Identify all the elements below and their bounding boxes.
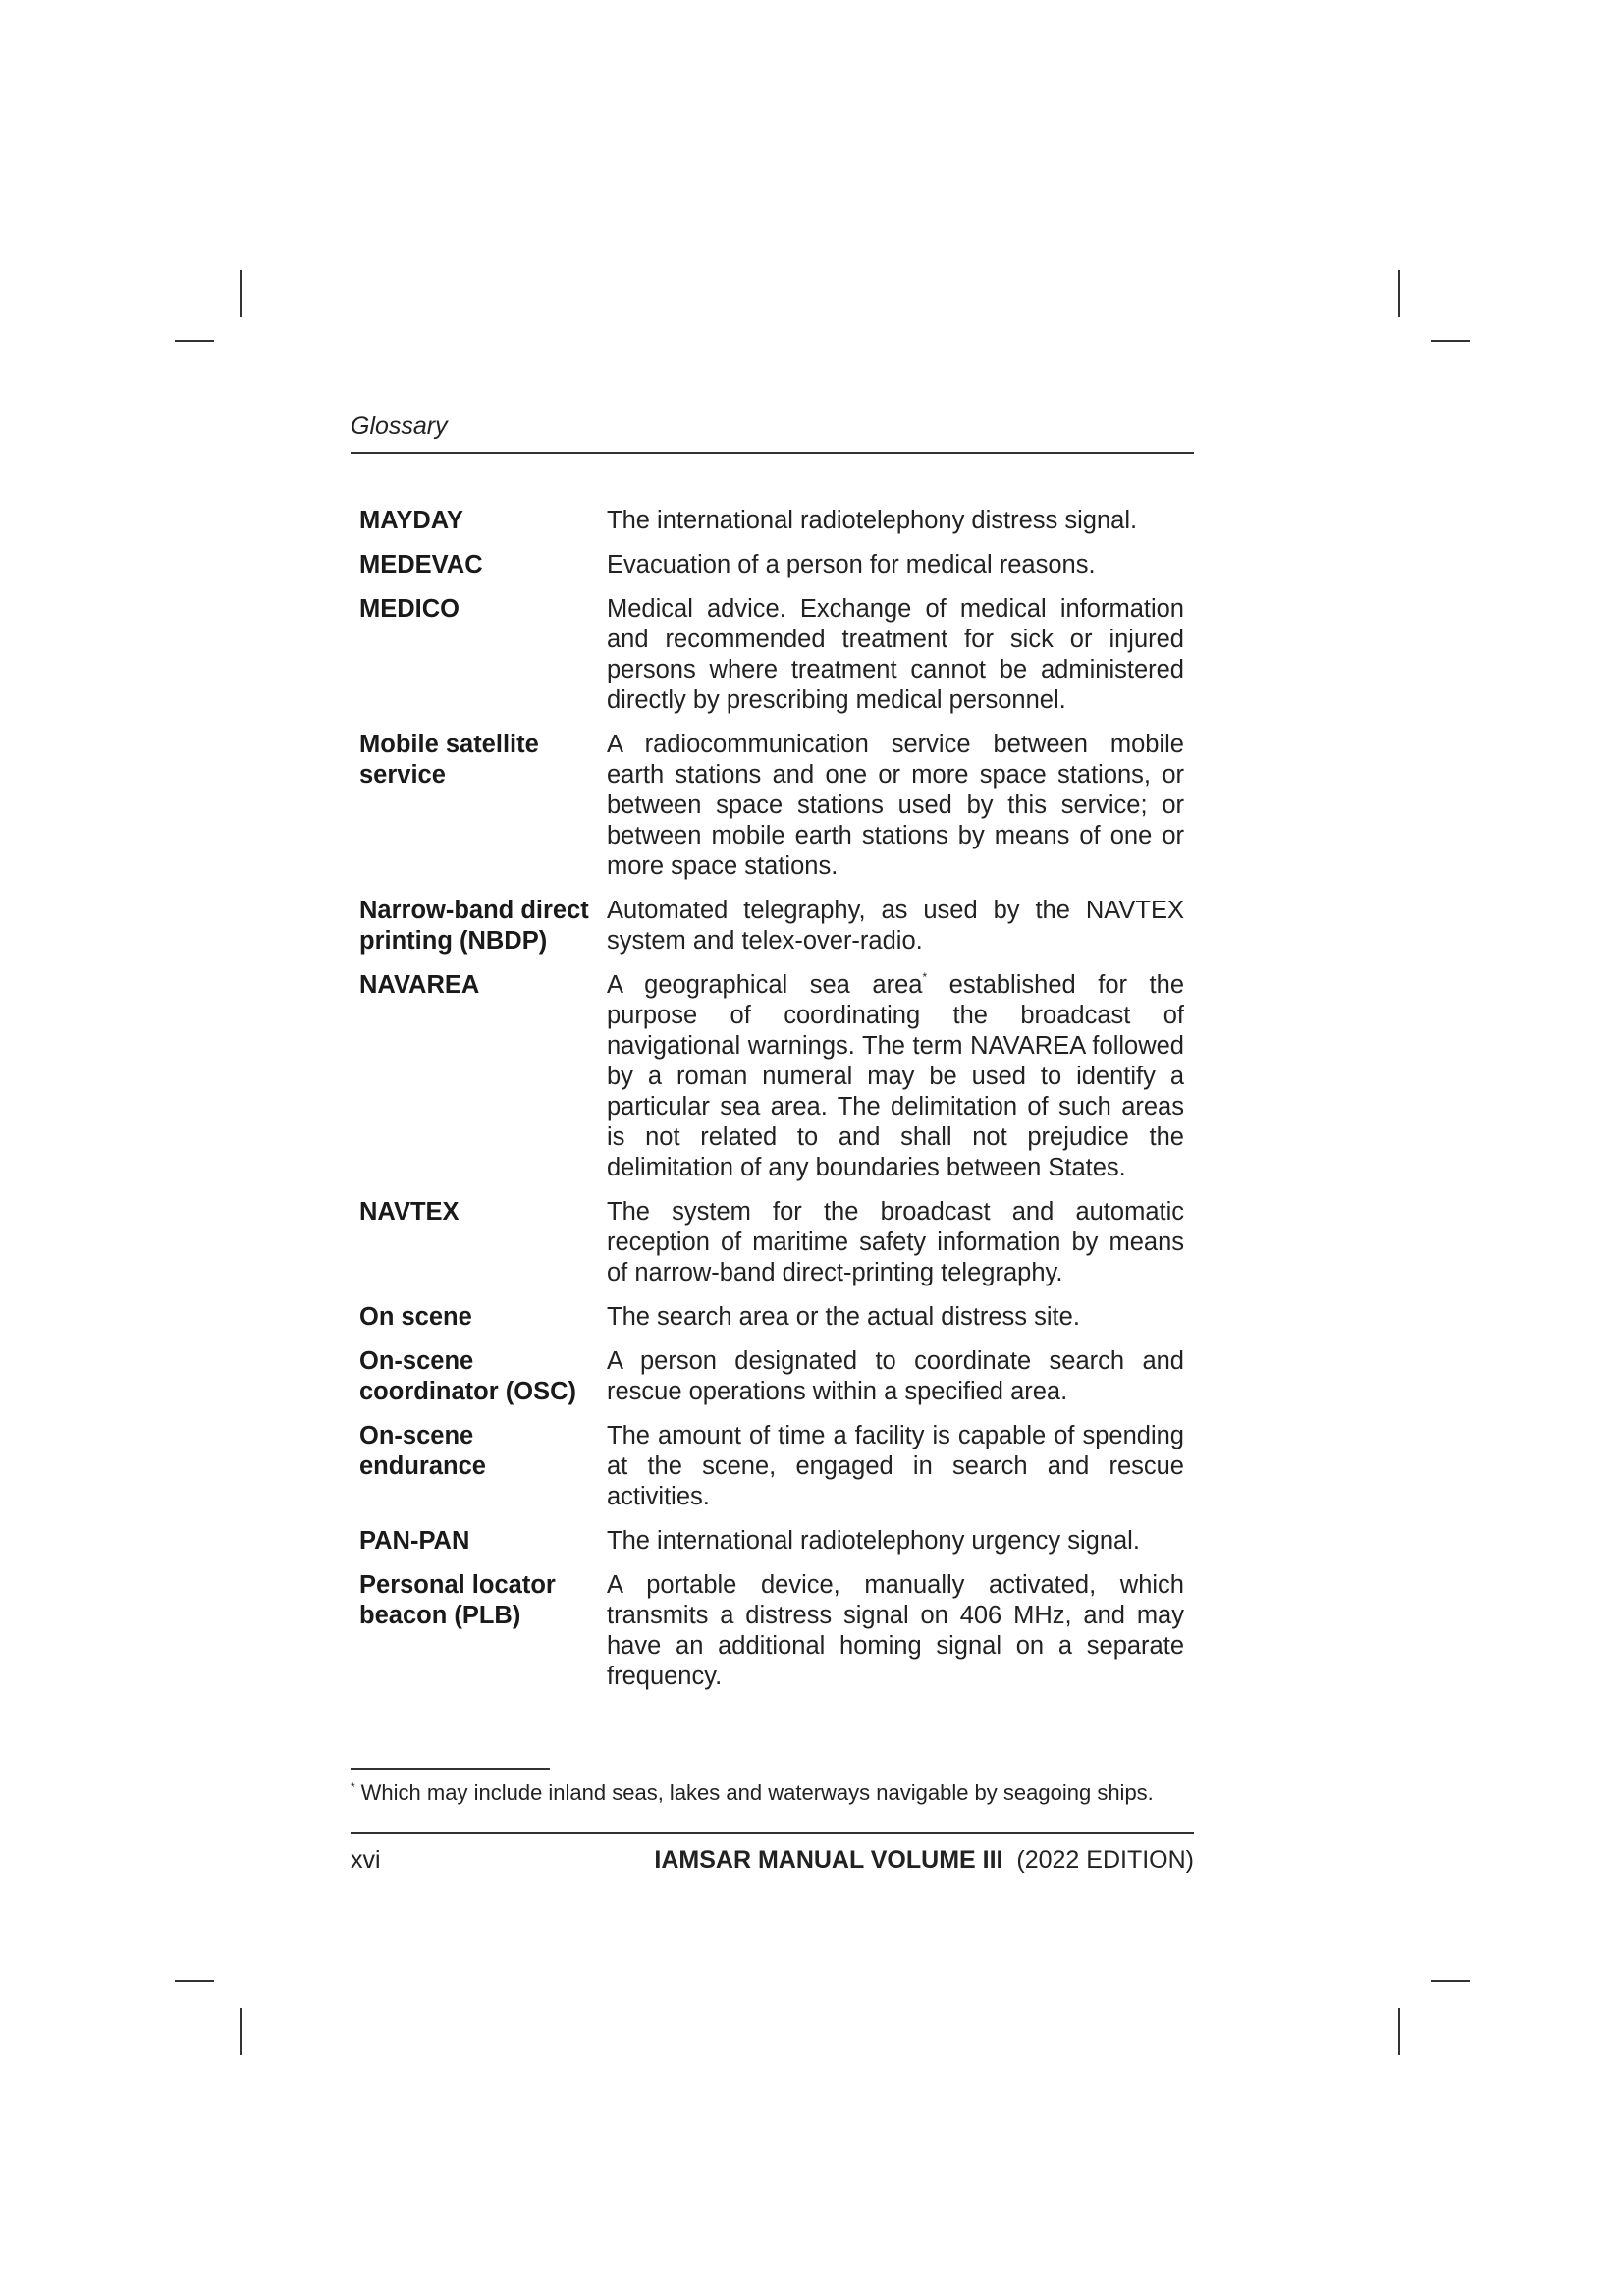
footnote-rule <box>351 1768 550 1770</box>
glossary-entry <box>359 896 1184 957</box>
manual-title: IAMSAR MANUAL VOLUME III <box>654 1846 1003 1874</box>
glossary-definition: Medical advice. Exchange of medical information and recommended treatment for sick or injured persons where treatment cannot be administered directly by prescribing medical personnel. <box>607 595 1184 714</box>
glossary-term: Narrow-band direct printing (NBDP) <box>359 897 589 955</box>
glossary-term: On scene <box>359 1303 472 1331</box>
crop-mark <box>240 270 242 317</box>
crop-mark <box>1398 270 1400 317</box>
crop-mark <box>1431 1980 1470 1982</box>
crop-mark <box>240 2008 242 2055</box>
glossary-entry <box>359 1346 1184 1407</box>
glossary-definition: The search area or the actual distress site. <box>607 1303 1080 1331</box>
glossary-definition: The international radiotelephony urgency signal. <box>607 1527 1140 1555</box>
footnote <box>351 1780 1154 1806</box>
running-head: Glossary <box>351 412 448 440</box>
definition-text: established for the purpose of coordinating the broadcast of navigational warnings. The term NAVAREA followed by a roman numeral may be used to identify a particular sea area. The delimitation of such areas is not related to and shall not prejudice the delimitation of any boundaries between States. <box>607 971 1184 1181</box>
glossary-term: MEDEVAC <box>359 551 483 578</box>
glossary-entry <box>359 1302 1184 1333</box>
glossary-entry <box>359 1197 1184 1288</box>
page-number: xvi <box>351 1846 381 1874</box>
glossary-list <box>359 506 1184 1706</box>
glossary-definition: Evacuation of a person for medical reasons. <box>607 551 1096 578</box>
glossary-term: NAVAREA <box>359 971 480 999</box>
definition-text: A geographical sea area <box>607 971 923 999</box>
glossary-definition: A portable device, manually activated, which transmits a distress signal on 406 MHz, and may have an additional homing signal on a separate frequency. <box>607 1571 1184 1690</box>
crop-mark <box>1398 2008 1400 2055</box>
crop-mark <box>175 1980 214 1982</box>
glossary-entry <box>359 550 1184 580</box>
glossary-term: On-scene endurance <box>359 1422 486 1480</box>
glossary-entry <box>359 730 1184 882</box>
glossary-definition: Automated telegraphy, as used by the NAVTEX system and telex-over-radio. <box>607 897 1184 955</box>
footnote-mark: * <box>351 1780 355 1794</box>
glossary-definition <box>607 970 1184 1183</box>
glossary-definition: The international radiotelephony distress signal. <box>607 507 1138 534</box>
glossary-definition: The system for the broadcast and automatic reception of maritime safety information by means of narrow-band direct-printing telegraphy. <box>607 1198 1184 1286</box>
crop-mark <box>175 340 214 342</box>
glossary-term: On-scene coordinator (OSC) <box>359 1347 576 1405</box>
crop-mark <box>1431 340 1470 342</box>
glossary-definition: The amount of time a facility is capable of spending at the scene, engaged in search and rescue activities. <box>607 1422 1184 1510</box>
header-rule <box>351 452 1194 454</box>
glossary-term: MEDICO <box>359 595 460 623</box>
edition: (2022 EDITION) <box>1016 1846 1194 1874</box>
glossary-term: Personal locator beacon (PLB) <box>359 1571 556 1629</box>
glossary-term: PAN-PAN <box>359 1527 470 1555</box>
glossary-term: NAVTEX <box>359 1198 460 1226</box>
glossary-entry <box>359 1526 1184 1557</box>
glossary-term: MAYDAY <box>359 507 463 534</box>
glossary-definition: A radiocommunication service between mobile earth stations and one or more space stations, or between space stations used by this service; or between mobile earth stations by means of one or more space stations. <box>607 731 1184 880</box>
footnote-mark: * <box>922 970 928 984</box>
footnote-text: Which may include inland seas, lakes and waterways navigable by seagoing ships. <box>360 1780 1154 1805</box>
glossary-entry <box>359 594 1184 716</box>
glossary-entry <box>359 506 1184 536</box>
glossary-term: Mobile satellite service <box>359 731 539 789</box>
glossary-entry <box>359 1570 1184 1692</box>
footer-rule <box>351 1832 1194 1834</box>
publication-title <box>654 1846 1194 1875</box>
glossary-entry <box>359 1421 1184 1512</box>
glossary-definition: A person designated to coordinate search and rescue operations within a specified area. <box>607 1347 1184 1405</box>
glossary-entry <box>359 970 1184 1183</box>
